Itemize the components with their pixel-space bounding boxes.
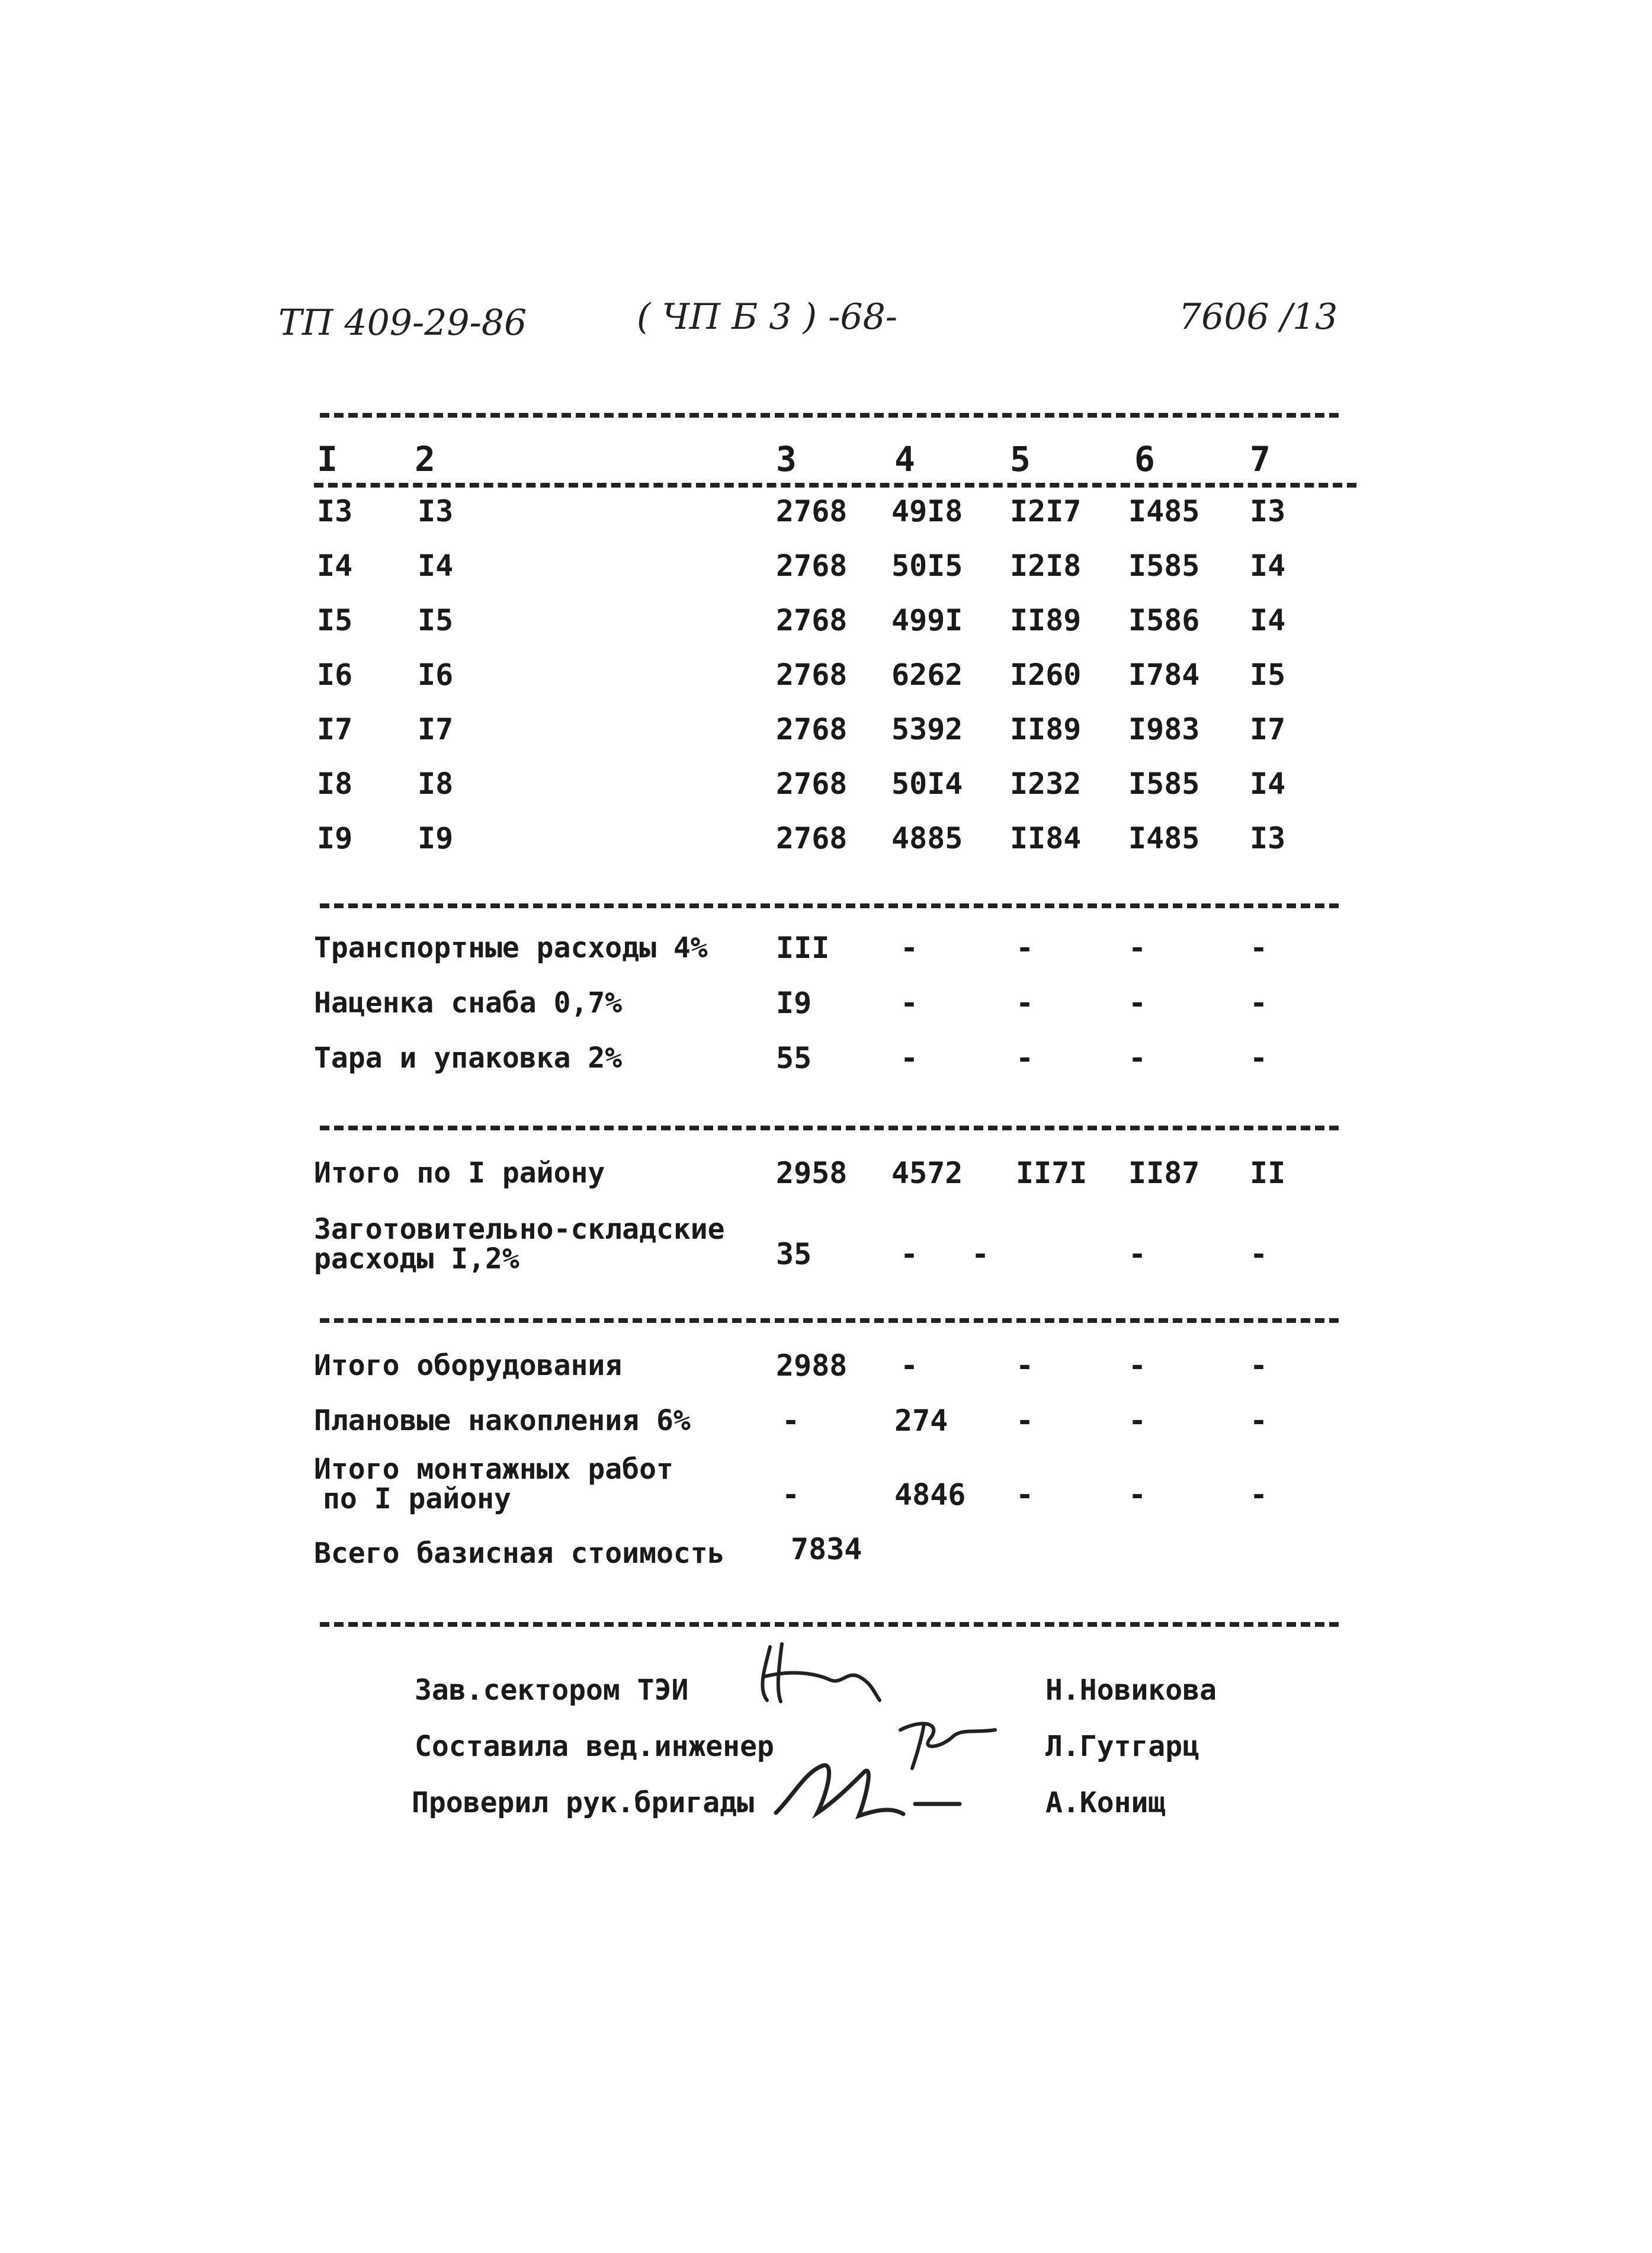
table-cell: - [1128, 1237, 1147, 1271]
table-cell: I232 [1010, 767, 1082, 801]
signer-role: Составила вед.инженер [415, 1730, 774, 1763]
table-cell: I8 [317, 767, 353, 801]
table-cell: - [1016, 986, 1034, 1020]
table-cell: - [900, 1237, 919, 1271]
table-cell: 2768 [776, 494, 848, 528]
table-cell: - [1016, 1478, 1034, 1512]
table-cell: I3 [1250, 494, 1286, 528]
table-cell: III [776, 931, 830, 965]
table-cell: - [971, 1237, 990, 1271]
table-cell: - [1128, 986, 1147, 1020]
table-cell: 4572 [891, 1156, 963, 1190]
table-cell: I6 [418, 658, 454, 692]
table-cell: - [782, 1478, 800, 1512]
table-cell: - [1250, 931, 1268, 965]
table-cell: I8 [418, 767, 454, 801]
table-cell: I485 [1128, 494, 1200, 528]
table-cell: II7I [1016, 1156, 1088, 1190]
table-cell: I9 [317, 821, 353, 855]
table-cell: 2768 [776, 549, 848, 583]
table-cell: 2988 [776, 1348, 848, 1383]
row-label: Всего базисная стоимость [314, 1537, 725, 1570]
table-cell: I6 [317, 658, 353, 692]
table-cell: I585 [1128, 767, 1200, 801]
table-cell: II87 [1128, 1156, 1200, 1190]
signer-name: А.Конищ [1045, 1786, 1166, 1819]
table-cell: I7 [1250, 712, 1286, 746]
table-cell: 49I8 [891, 494, 963, 528]
table-cell: I5 [1250, 658, 1286, 692]
table-cell: II84 [1010, 821, 1082, 855]
col-header: 6 [1134, 439, 1155, 479]
table-cell: II [1250, 1156, 1286, 1190]
table-cell: 55 [776, 1041, 812, 1075]
row-label: по I району [323, 1482, 511, 1515]
table-cell: I9 [776, 986, 812, 1020]
table-cell: 5392 [891, 712, 963, 746]
sheet-number: ( ЧП Б 3 ) -68- [637, 296, 898, 338]
table-cell: - [900, 1041, 919, 1075]
col-header: 3 [776, 439, 797, 479]
table-cell: 2768 [776, 603, 848, 637]
table-cell: I4 [418, 549, 454, 583]
row-label: расходы I,2% [314, 1242, 519, 1275]
table-cell: 2958 [776, 1156, 848, 1190]
table-cell: I4 [317, 549, 353, 583]
section-rule [320, 903, 1339, 908]
table-cell: - [1016, 1348, 1034, 1383]
table-cell: I3 [317, 494, 353, 528]
row-label: Наценка снаба 0,7% [314, 986, 623, 1020]
table-cell: - [782, 1403, 800, 1438]
table-cell: - [1250, 986, 1268, 1020]
table-cell: - [1250, 1403, 1268, 1438]
table-cell: 4846 [894, 1478, 966, 1512]
table-cell: 2768 [776, 767, 848, 801]
column-header-row [314, 435, 1356, 488]
table-cell: I2I7 [1010, 494, 1082, 528]
table-cell: - [1250, 1041, 1268, 1075]
section-rule [320, 1126, 1339, 1130]
table-cell: - [900, 931, 919, 965]
table-cell: I3 [1250, 821, 1286, 855]
doc-code: ТП 409-29-86 [278, 302, 527, 344]
signer-name: Н.Новикова [1045, 1674, 1217, 1707]
signature-1-icon [746, 1635, 888, 1712]
table-cell: 50I5 [891, 549, 963, 583]
table-cell: - [1128, 1403, 1147, 1438]
row-label: Транспортные расходы 4% [314, 931, 708, 964]
table-cell: - [1128, 1478, 1147, 1512]
row-label: Итого оборудования [314, 1349, 623, 1382]
table-cell: I9 [418, 821, 454, 855]
table-cell: I4 [1250, 767, 1286, 801]
table-cell: I4 [1250, 549, 1286, 583]
table-cell: - [1016, 1403, 1034, 1438]
col-header: 2 [415, 439, 435, 479]
table-cell: 2768 [776, 658, 848, 692]
row-label: Заготовительно-складские [314, 1213, 725, 1246]
signer-name: Л.Гутгарц [1045, 1730, 1200, 1763]
table-cell: 499I [891, 603, 963, 637]
table-cell: I4 [1250, 603, 1286, 637]
table-cell: I7 [418, 712, 454, 746]
table-cell: I585 [1128, 549, 1200, 583]
table-cell: - [1016, 931, 1034, 965]
table-cell: - [1016, 1041, 1034, 1075]
table-cell: - [1250, 1348, 1268, 1383]
table-cell: I260 [1010, 658, 1082, 692]
table-cell: 2768 [776, 821, 848, 855]
table-cell: I784 [1128, 658, 1200, 692]
table-cell: - [1250, 1237, 1268, 1271]
table-cell: - [1128, 1041, 1147, 1075]
signer-role: Проверил рук.бригады [412, 1786, 754, 1819]
table-cell: 4885 [891, 821, 963, 855]
row-label: Плановые накопления 6% [314, 1404, 691, 1437]
table-cell: 50I4 [891, 767, 963, 801]
row-label: Тара и упаковка 2% [314, 1041, 623, 1075]
table-cell: I983 [1128, 712, 1200, 746]
col-header: I [317, 439, 338, 479]
section-rule [320, 1622, 1339, 1627]
table-cell: I485 [1128, 821, 1200, 855]
table-cell: - [1250, 1478, 1268, 1512]
table-cell: II89 [1010, 603, 1082, 637]
table-cell: 6262 [891, 658, 963, 692]
table-cell: I3 [418, 494, 454, 528]
col-header: 7 [1250, 439, 1271, 479]
table-cell: II89 [1010, 712, 1082, 746]
row-label: Итого монтажных работ [314, 1453, 673, 1486]
signature-3-icon [764, 1748, 965, 1831]
table-cell: 2768 [776, 712, 848, 746]
col-header: 4 [894, 439, 915, 479]
row-label: Итого по I району [314, 1156, 605, 1190]
table-cell: I586 [1128, 603, 1200, 637]
table-cell: I5 [418, 603, 454, 637]
table-cell: - [1128, 931, 1147, 965]
table-cell: I5 [317, 603, 353, 637]
section-rule [320, 1318, 1339, 1323]
table-cell: - [1128, 1348, 1147, 1383]
table-cell: 7834 [791, 1532, 862, 1566]
archive-number: 7606 /13 [1179, 296, 1338, 338]
table-cell: 274 [894, 1403, 948, 1438]
col-header: 5 [1010, 439, 1031, 479]
table-cell: - [900, 986, 919, 1020]
top-rule [320, 413, 1339, 418]
table-cell: I7 [317, 712, 353, 746]
table-cell: 35 [776, 1237, 812, 1271]
signer-role: Зав.сектором ТЭИ [415, 1674, 689, 1707]
table-cell: I2I8 [1010, 549, 1082, 583]
table-cell: - [900, 1348, 919, 1383]
